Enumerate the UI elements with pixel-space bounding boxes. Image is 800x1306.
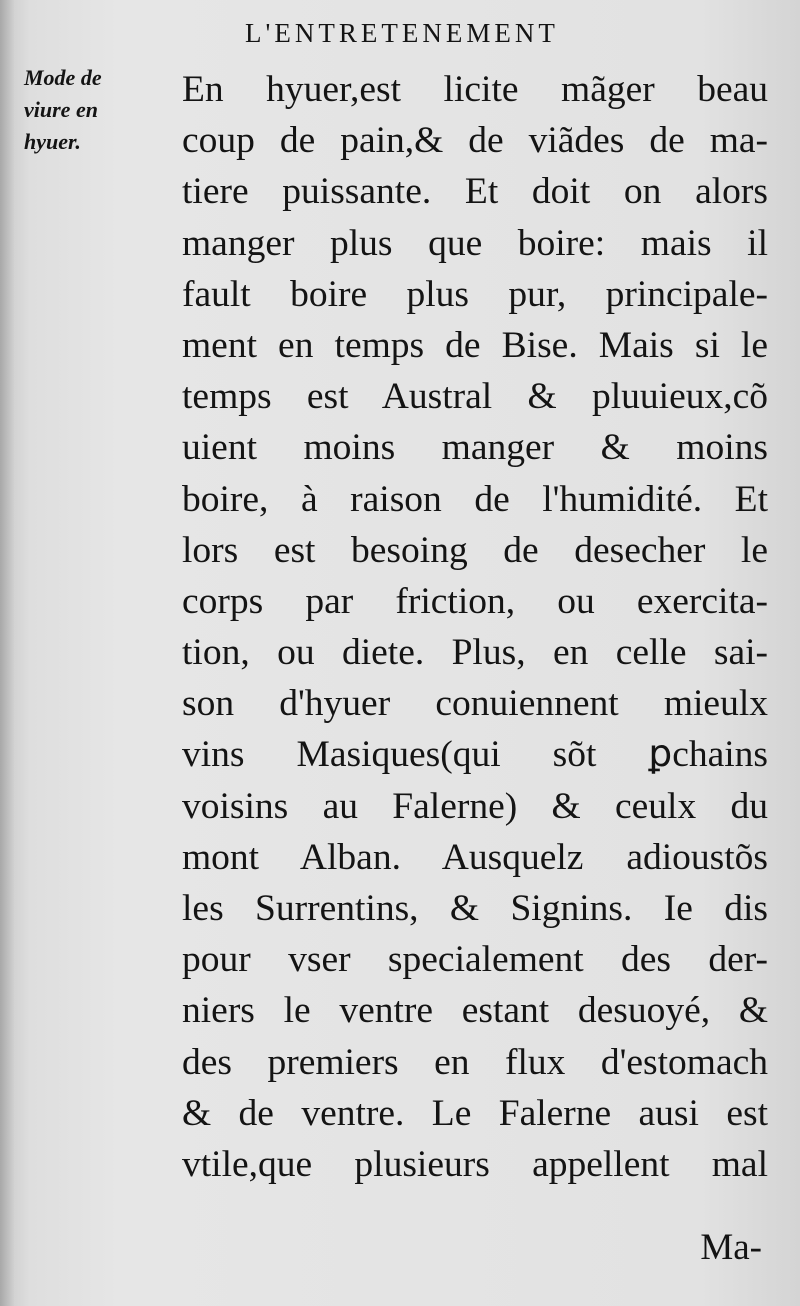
text-line: son d'hyuer conuiennent mieulx: [182, 683, 768, 725]
text-line: uient moins manger & moins: [182, 427, 768, 469]
running-head: L'ENTRETENEMENT: [245, 18, 559, 48]
text-line: fault boire plus pur, principale-: [182, 273, 768, 315]
text-line: mont Alban. Ausquelz adioustõs: [182, 836, 768, 878]
text-line: boire, à raison de l'humidité. Et: [182, 478, 768, 520]
marginal-note-line: hyuer.: [24, 129, 81, 154]
text-line: les Surrentins, & Signins. Ie dis: [182, 888, 768, 929]
marginal-note-line: Mode de: [24, 65, 102, 90]
text-line: En hyuer,est licite mãger beau: [182, 69, 768, 110]
text-line: vins Masiques(qui sõt ꝑchains: [182, 734, 768, 776]
text-line: niers le ventre estant desuoyé, &: [182, 990, 768, 1032]
text-line: des premiers en flux d'estomach: [182, 1041, 768, 1083]
catchword: Ma-: [700, 1227, 762, 1268]
text-line: manger plus que boire: mais il: [182, 222, 768, 264]
text-line: ment en temps de Bise. Mais si le: [182, 324, 768, 366]
text-line: voisins au Falerne) & ceulx du: [182, 785, 768, 827]
text-line: coup de pain,& de viãdes de ma-: [182, 120, 768, 162]
body-text: [182, 64, 768, 1190]
text-line: corps par friction, ou exercita-: [182, 580, 768, 622]
text-line: & de ventre. Le Falerne ausi est: [182, 1092, 768, 1134]
text-line: tiere puissante. Et doit on alors: [182, 171, 768, 213]
text-line: temps est Austral & pluuieux,cõ: [182, 376, 768, 418]
text-line: lors est besoing de desecher le: [182, 529, 768, 571]
text-line: tion, ou diete. Plus, en celle sai-: [182, 632, 768, 674]
text-line: vtile,que plusieurs appellent mal: [182, 1143, 768, 1185]
page-gutter-shadow: [0, 0, 14, 1306]
text-line: pour vser specialement des der-: [182, 939, 768, 981]
marginal-note-line: viure en: [24, 97, 98, 122]
marginal-note: [24, 62, 154, 158]
